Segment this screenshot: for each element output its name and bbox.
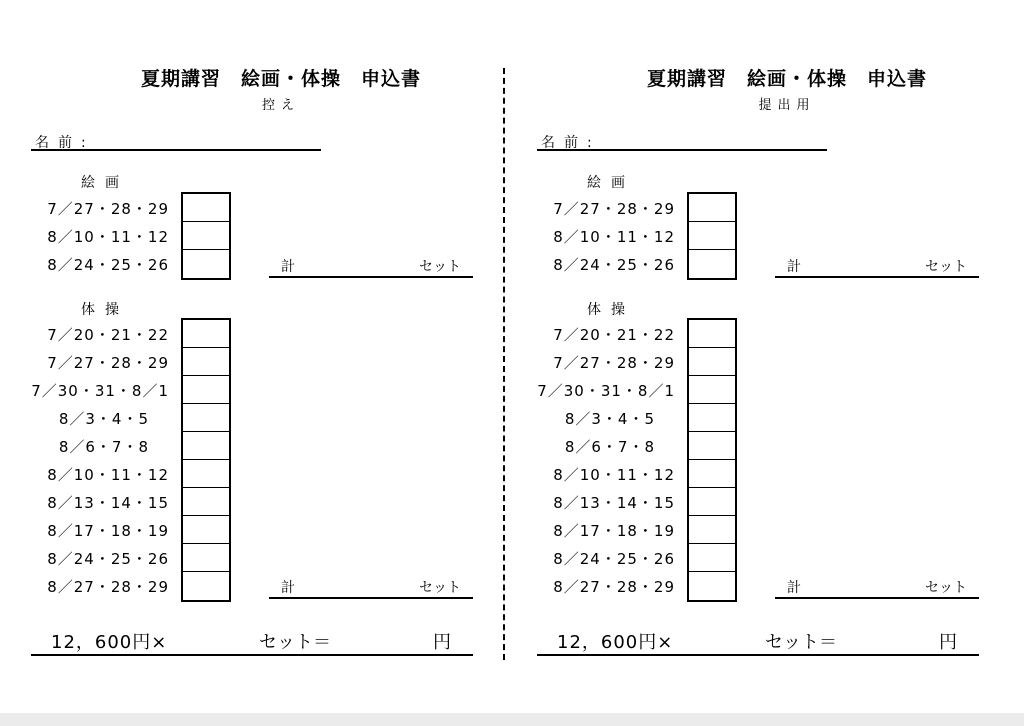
painting-total-field[interactable] bbox=[269, 256, 473, 278]
date-label: 7／30・31・8／1 bbox=[537, 382, 675, 400]
checkbox-cell[interactable] bbox=[183, 348, 229, 376]
total-label: 計 bbox=[281, 580, 295, 596]
date-label: 7／27・28・29 bbox=[47, 354, 169, 372]
checkbox-cell[interactable] bbox=[689, 432, 735, 460]
date-label: 8／27・28・29 bbox=[553, 578, 675, 596]
checkbox-cell[interactable] bbox=[689, 404, 735, 432]
gymnastics-total-field[interactable] bbox=[269, 577, 473, 599]
checkbox-cell[interactable] bbox=[183, 250, 229, 278]
date-label: 8／10・11・12 bbox=[47, 466, 169, 484]
form-copy bbox=[31, 0, 511, 700]
form-submission bbox=[537, 0, 1017, 700]
checkbox-cell[interactable] bbox=[183, 488, 229, 516]
gymnastics-total-field[interactable] bbox=[775, 577, 979, 599]
section-heading-painting: 絵画 bbox=[587, 175, 635, 191]
checkbox-cell[interactable] bbox=[183, 516, 229, 544]
checkbox-cell[interactable] bbox=[183, 222, 229, 250]
date-label: 7／27・28・29 bbox=[553, 354, 675, 372]
gymnastics-checkbox-column bbox=[181, 318, 231, 602]
date-label: 8／27・28・29 bbox=[47, 578, 169, 596]
form-subtitle: 提出用 bbox=[758, 98, 816, 113]
set-label: セット bbox=[925, 259, 967, 275]
section-heading-painting: 絵画 bbox=[81, 175, 129, 191]
set-label: セット bbox=[925, 580, 967, 596]
checkbox-cell[interactable] bbox=[183, 572, 229, 600]
set-label: セット bbox=[419, 580, 461, 596]
total-label: 計 bbox=[281, 259, 295, 275]
checkbox-cell[interactable] bbox=[689, 222, 735, 250]
date-label: 8／13・14・15 bbox=[47, 494, 169, 512]
checkbox-cell[interactable] bbox=[689, 376, 735, 404]
checkbox-cell[interactable] bbox=[183, 320, 229, 348]
checkbox-cell[interactable] bbox=[689, 194, 735, 222]
checkbox-cell[interactable] bbox=[689, 320, 735, 348]
date-label: 8／13・14・15 bbox=[553, 494, 675, 512]
checkbox-cell[interactable] bbox=[183, 544, 229, 572]
section-heading-gymnastics: 体操 bbox=[587, 302, 635, 318]
unit-price: 12，600円× bbox=[51, 632, 168, 653]
price-field[interactable] bbox=[31, 624, 473, 656]
date-label: 8／24・25・26 bbox=[553, 256, 675, 274]
name-label: 名前: bbox=[541, 135, 592, 151]
unit-price: 12，600円× bbox=[557, 632, 674, 653]
set-label: セット bbox=[419, 259, 461, 275]
painting-total-field[interactable] bbox=[775, 256, 979, 278]
checkbox-cell[interactable] bbox=[183, 432, 229, 460]
total-label: 計 bbox=[787, 580, 801, 596]
set-equals-label: セット＝ bbox=[765, 632, 837, 653]
page-bottom-band bbox=[0, 713, 1024, 726]
date-label: 8／3・4・5 bbox=[58, 410, 149, 428]
checkbox-cell[interactable] bbox=[183, 404, 229, 432]
form-title: 夏期講習 絵画・体操 申込書 bbox=[140, 68, 421, 90]
checkbox-cell[interactable] bbox=[689, 460, 735, 488]
painting-checkbox-column bbox=[181, 192, 231, 280]
date-label: 8／6・7・8 bbox=[58, 438, 149, 456]
name-field[interactable] bbox=[537, 132, 827, 151]
date-label: 8／10・11・12 bbox=[553, 466, 675, 484]
painting-checkbox-column bbox=[687, 192, 737, 280]
checkbox-cell[interactable] bbox=[689, 544, 735, 572]
date-label: 7／20・21・22 bbox=[47, 326, 169, 344]
yen-label: 円 bbox=[939, 632, 957, 653]
form-subtitle: 控え bbox=[261, 98, 300, 113]
checkbox-cell[interactable] bbox=[689, 488, 735, 516]
name-label: 名前: bbox=[35, 135, 86, 151]
date-label: 7／27・28・29 bbox=[47, 200, 169, 218]
section-heading-gymnastics: 体操 bbox=[81, 302, 129, 318]
form-title: 夏期講習 絵画・体操 申込書 bbox=[646, 68, 927, 90]
set-equals-label: セット＝ bbox=[259, 632, 331, 653]
date-label: 8／17・18・19 bbox=[553, 522, 675, 540]
checkbox-cell[interactable] bbox=[689, 348, 735, 376]
date-label: 8／24・25・26 bbox=[47, 550, 169, 568]
date-label: 8／10・11・12 bbox=[47, 228, 169, 246]
name-field[interactable] bbox=[31, 132, 321, 151]
date-label: 7／27・28・29 bbox=[553, 200, 675, 218]
checkbox-cell[interactable] bbox=[689, 250, 735, 278]
date-label: 8／17・18・19 bbox=[47, 522, 169, 540]
date-label: 7／30・31・8／1 bbox=[31, 382, 169, 400]
checkbox-cell[interactable] bbox=[689, 516, 735, 544]
date-label: 8／3・4・5 bbox=[564, 410, 655, 428]
date-label: 7／20・21・22 bbox=[553, 326, 675, 344]
checkbox-cell[interactable] bbox=[183, 194, 229, 222]
date-label: 8／24・25・26 bbox=[553, 550, 675, 568]
checkbox-cell[interactable] bbox=[183, 460, 229, 488]
date-label: 8／6・7・8 bbox=[564, 438, 655, 456]
checkbox-cell[interactable] bbox=[183, 376, 229, 404]
gymnastics-checkbox-column bbox=[687, 318, 737, 602]
yen-label: 円 bbox=[433, 632, 451, 653]
checkbox-cell[interactable] bbox=[689, 572, 735, 600]
date-label: 8／24・25・26 bbox=[47, 256, 169, 274]
date-label: 8／10・11・12 bbox=[553, 228, 675, 246]
price-field[interactable] bbox=[537, 624, 979, 656]
total-label: 計 bbox=[787, 259, 801, 275]
